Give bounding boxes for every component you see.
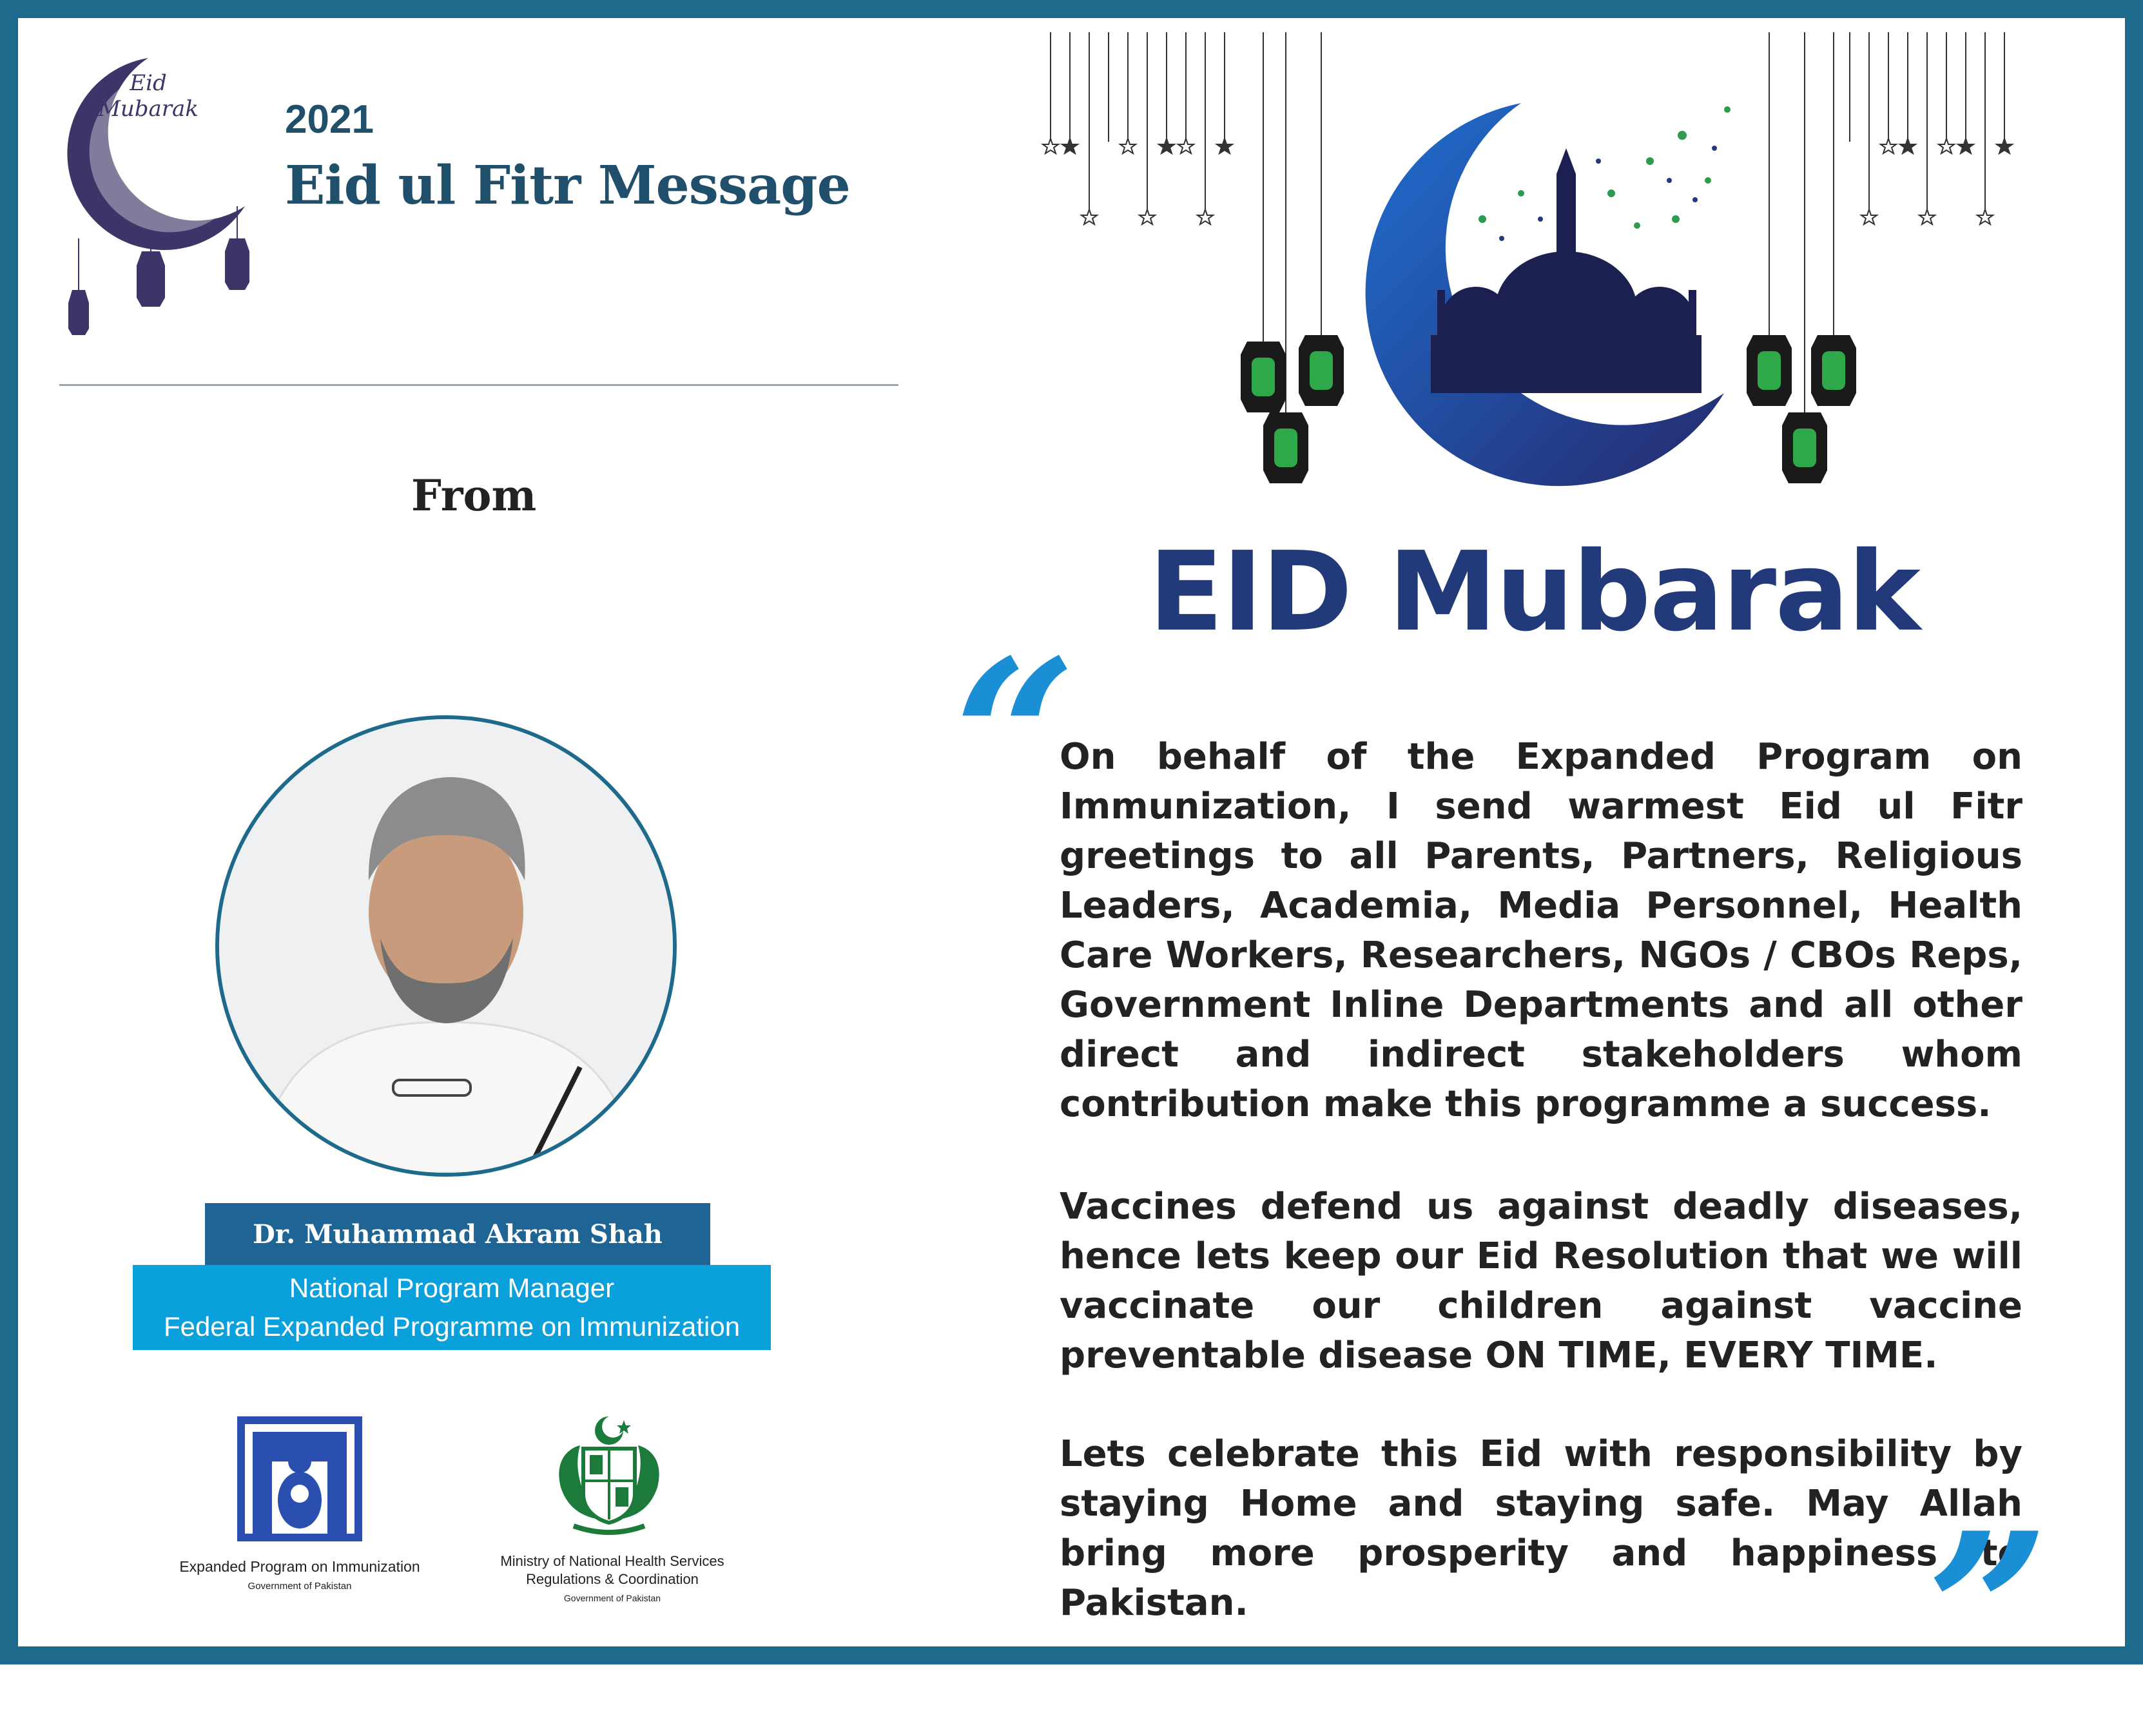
sender-role-line2: Federal Expanded Programme on Immunization (163, 1311, 741, 1342)
epi-logo-caption (161, 1558, 438, 1592)
ministry-sub: Government of Pakistan (563, 1593, 661, 1603)
sender-role-line1: National Program Manager (289, 1273, 615, 1303)
message-paragraph-1: On behalf of the Expanded Program on Immunization, I send warmest Eid ul Fitr greetings to all Parents, Partners, Religious Leaders, Academia, Media Personnel, Health Care Workers, Researchers, NGOs / CBOs Reps, Government Inline Departments and all other direct and indirect stakeholders whom contribution make this programme a success. (1060, 736, 2022, 1125)
ministry-line2: Regulations & Coordination (526, 1571, 699, 1587)
from-label: From (411, 470, 537, 521)
mosque-icon (1431, 148, 1702, 393)
page-title: Eid ul Fitr Message (285, 155, 850, 217)
message-paragraph-3: Lets celebrate this Eid with responsibility by staying Home and staying safe. May Allah bring more prosperity and happiness to Pakistan. (1060, 1433, 2022, 1624)
year-label: 2021 (285, 97, 374, 142)
open-quote: “ (954, 613, 1076, 863)
message-paragraph-2: Vaccines defend us against deadly diseases, hence lets keep our Eid Resolution that we will vaccinate our children against vaccine preventable disease ON TIME, EVERY TIME. (1060, 1186, 2022, 1376)
epi-sub: Government of Pakistan (247, 1581, 352, 1592)
ministry-emblem-icon (548, 1410, 670, 1539)
role-bar (133, 1265, 771, 1350)
epi-logo-icon (237, 1416, 362, 1541)
eid-mubarak-heading: EID Mubarak (1149, 528, 1919, 656)
badge-text-line2: Mubarak (98, 96, 199, 122)
eid-crescent-badge (52, 45, 264, 335)
star-icon (1479, 106, 1731, 229)
avatar (215, 715, 677, 1177)
epi-caption: Expanded Program on Immunization (179, 1558, 420, 1575)
sender-name: Dr. Muhammad Akram Shah (253, 1219, 663, 1249)
ministry-caption (477, 1553, 748, 1603)
close-quote: ” (1927, 1486, 2050, 1736)
header-divider (59, 384, 898, 386)
star-icon (1043, 32, 2012, 224)
eid-illustration (1031, 32, 2050, 522)
badge-text-line1: Eid (130, 70, 167, 96)
name-bar (205, 1203, 710, 1265)
ministry-line1: Ministry of National Health Services (500, 1553, 724, 1569)
